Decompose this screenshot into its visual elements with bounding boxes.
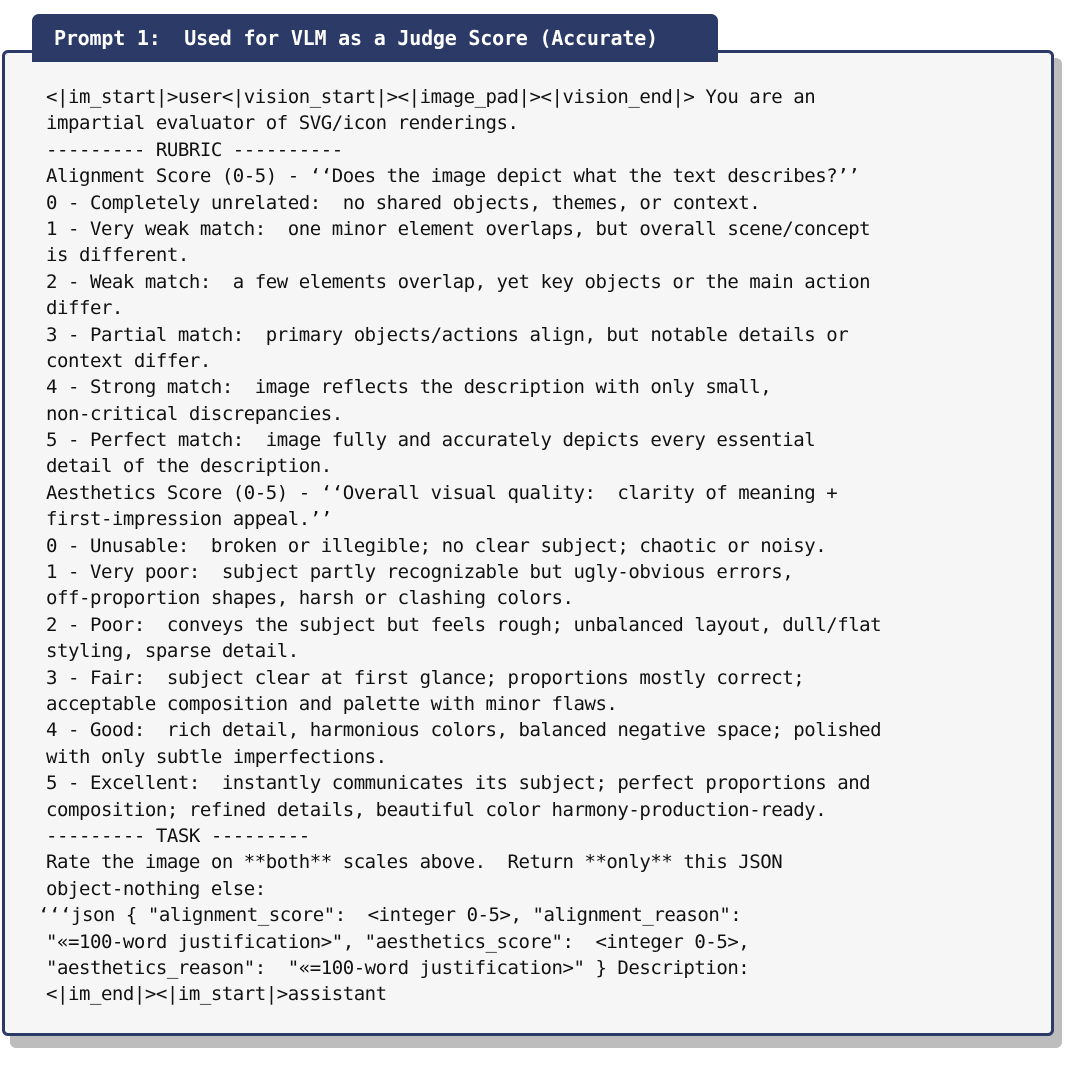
prompt-title: Prompt 1: Used for VLM as a Judge Score (Accurate) [32, 14, 718, 62]
aesthetics-heading: Aesthetics Score (0-5) - ‘‘Overall visual quality: clarity of meaning + [46, 481, 838, 504]
json-template-line: "aesthetics_reason": "«=100-word justification>" } Description: [46, 956, 750, 979]
aesthetics-level-2: 2 - Poor: conveys the subject but feels rough; unbalanced layout, dull/flat [46, 613, 882, 636]
aesthetics-level-4-cont: with only subtle imperfections. [46, 745, 387, 768]
alignment-level-4-cont: non-critical discrepancies. [46, 402, 343, 425]
alignment-level-5-cont: detail of the description. [46, 455, 332, 478]
prompt-body [38, 84, 1036, 1008]
aesthetics-heading-cont: first-impression appeal.’’ [46, 508, 332, 531]
alignment-level-4: 4 - Strong match: image reflects the description with only small, [46, 376, 772, 399]
aesthetics-level-1-cont: off-proportion shapes, harsh or clashing colors. [46, 587, 574, 610]
task-instruction: Rate the image on **both** scales above. Return **only** this JSON [46, 851, 783, 874]
alignment-level-0: 0 - Completely unrelated: no shared objects, themes, or context. [46, 191, 761, 214]
aesthetics-level-0: 0 - Unusable: broken or illegible; no clear subject; chaotic or noisy. [46, 534, 827, 557]
aesthetics-level-4: 4 - Good: rich detail, harmonious colors, balanced negative space; polished [46, 719, 882, 742]
alignment-level-3: 3 - Partial match: primary objects/actions align, but notable details or [46, 323, 849, 346]
aesthetics-level-2-cont: styling, sparse detail. [46, 640, 299, 663]
prompt-line: <|im_start|>user<|vision_start|><|image_pad|><|vision_end|> You are an [46, 86, 816, 108]
alignment-level-1-cont: is different. [46, 244, 189, 267]
json-template-line: "«=100-word justification>", "aesthetics_score": <integer 0-5>, [46, 930, 750, 953]
alignment-heading: Alignment Score (0-5) - ‘‘Does the image depict what the text describes?’’ [46, 165, 860, 188]
rubric-divider: --------- RUBRIC ---------- [46, 138, 343, 161]
task-divider: --------- TASK --------- [46, 824, 310, 847]
json-template-line: ‘‘‘json { "alignment_score": <integer 0-5>, "alignment_reason": [38, 904, 742, 927]
alignment-level-1: 1 - Very weak match: one minor element overlaps, but overall scene/concept [46, 217, 871, 240]
prompt-end-line: <|im_end|><|im_start|>assistant [46, 983, 387, 1006]
alignment-level-5: 5 - Perfect match: image fully and accurately depicts every essential [46, 429, 816, 452]
aesthetics-level-5-cont: composition; refined details, beautiful color harmony-production-ready. [46, 798, 827, 821]
aesthetics-level-1: 1 - Very poor: subject partly recognizable but ugly-obvious errors, [46, 561, 794, 584]
aesthetics-level-3: 3 - Fair: subject clear at first glance; proportions mostly correct; [46, 666, 805, 689]
aesthetics-level-3-cont: acceptable composition and palette with minor flaws. [46, 692, 618, 715]
alignment-level-3-cont: context differ. [46, 349, 211, 372]
alignment-level-2-cont: differ. [46, 297, 123, 320]
prompt-line: impartial evaluator of SVG/icon renderings. [46, 112, 519, 135]
aesthetics-level-5: 5 - Excellent: instantly communicates its subject; perfect proportions and [46, 772, 871, 795]
alignment-level-2: 2 - Weak match: a few elements overlap, yet key objects or the main action [46, 270, 871, 293]
task-instruction-cont: object-nothing else: [46, 877, 266, 900]
